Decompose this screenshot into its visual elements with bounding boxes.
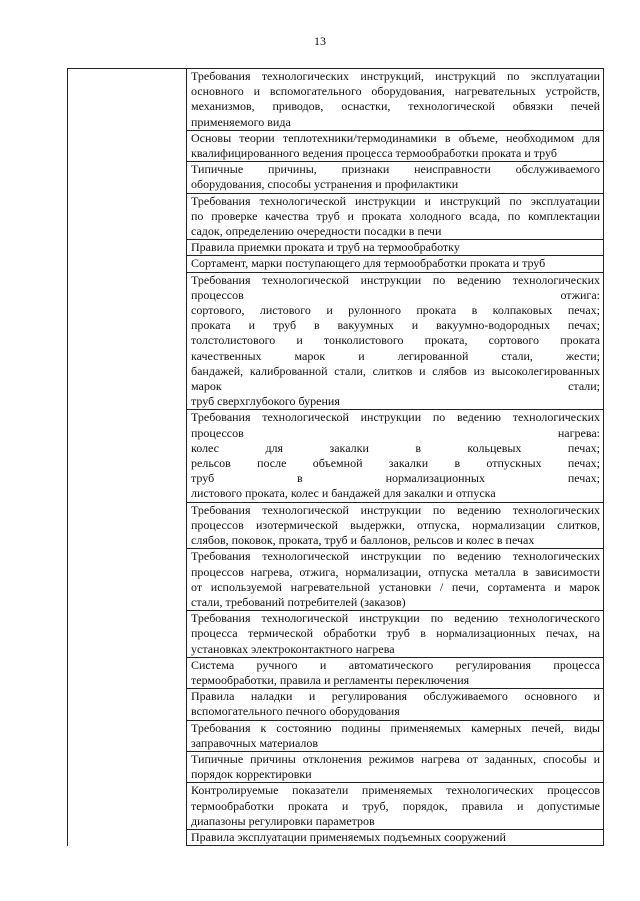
requirement-line: труб сверхглубокого бурения <box>191 394 340 409</box>
requirements-table-body <box>68 69 604 846</box>
requirement-line: садок, определению очередности посадки в печи <box>191 224 442 239</box>
requirement-line: бандажей, калиброванной стали, слитков и слябов из высоколегированных <box>191 363 600 378</box>
requirement-cell <box>187 751 604 782</box>
requirement-line: Типичные причины, признаки неисправности обслуживаемого <box>191 162 600 177</box>
requirement-line: диапазоны регулировки параметров <box>191 813 375 828</box>
requirements-table <box>67 68 604 846</box>
requirement-line: оборудования, способы устранения и профилактики <box>191 177 459 192</box>
requirement-line: термообработки проката и труб, порядок, правила и допустимые <box>191 798 600 813</box>
requirement-cell <box>187 829 604 845</box>
requirement-cell <box>187 69 604 131</box>
requirement-line: заправочных материалов <box>191 735 319 750</box>
requirement-cell <box>187 410 604 502</box>
requirement-line: термообработки, правила и регламенты переключения <box>191 672 470 687</box>
requirement-cell <box>187 689 604 720</box>
requirement-line: вспомогательного печного оборудования <box>191 704 400 719</box>
requirement-line: толстолистового и тонколистового проката, сортового проката <box>191 333 600 348</box>
requirement-line: рельсов после объемной закалки в отпускных печах; <box>191 456 600 471</box>
requirement-line: колес для закалки в кольцевых печах; <box>191 440 600 455</box>
requirement-line: процесса термической обработки труб в нормализационных печах, на <box>191 626 600 641</box>
requirement-line: листового проката, колес и бандажей для закалки и отпуска <box>191 486 496 501</box>
requirement-line: Требования технологической инструкции по ведению технологических <box>191 272 600 287</box>
requirement-cell <box>187 502 604 549</box>
requirement-line: Основы теории теплотехники/термодинамики в объеме, необходимом для <box>191 130 600 145</box>
requirement-line: марок стали; <box>191 379 600 394</box>
table-row <box>68 69 604 131</box>
requirement-line: Правила приемки проката и труб на термообработку <box>191 240 460 255</box>
requirement-line: Контролируемые показатели применяемых технологических процессов <box>191 783 600 798</box>
requirement-line: Требования технологической инструкции по ведению технологических <box>191 502 600 517</box>
requirement-line: установках электроконтактного нагрева <box>191 641 395 656</box>
requirement-line: Требования к состоянию подины применяемых камерных печей, виды <box>191 720 600 735</box>
requirement-line: основного и вспомогательного оборудования, нагревательных устройств, <box>191 84 600 99</box>
requirement-line: стали, требований потребителей (заказов) <box>191 594 406 609</box>
requirement-cell <box>187 549 604 611</box>
requirement-line: механизмов, приводов, оснастки, технологической обвязки печей <box>191 99 600 114</box>
requirement-line: порядок корректировки <box>191 767 312 782</box>
requirement-cell <box>187 193 604 240</box>
requirement-cell <box>187 130 604 161</box>
requirement-line: по проверке качества труб и проката холодного всада, по комплектации <box>191 208 600 223</box>
requirement-line: качественных марок и легированной стали, жести; <box>191 348 600 363</box>
requirement-line: от используемой нагревательной установки / печи, сортамента и марок <box>191 579 600 594</box>
requirement-line: слябов, поковок, проката, труб и баллонов, рельсов и колес в печах <box>191 533 535 548</box>
requirement-line: Правила наладки и регулирования обслуживаемого основного и <box>191 689 600 704</box>
requirement-line: труб в нормализационных печах; <box>191 471 600 486</box>
requirement-line: Требования технологической инструкции по ведению технологического <box>191 611 600 626</box>
requirement-cell <box>187 720 604 751</box>
requirement-cell <box>187 256 604 272</box>
requirement-cell <box>187 783 604 830</box>
requirement-line: процессов нагрева: <box>191 425 600 440</box>
requirement-line: применяемого вида <box>191 114 291 129</box>
requirement-line: Требования технологических инструкций, инструкций по эксплуатации <box>191 69 600 83</box>
requirement-line: Система ручного и автоматического регулирования процесса <box>191 657 600 672</box>
empty-left-column-cell <box>68 69 187 846</box>
requirement-cell <box>187 162 604 193</box>
page-number: 13 <box>314 34 326 48</box>
requirement-line: процессов изотермической выдержки, отпуска, нормализации слитков, <box>191 517 600 532</box>
requirement-line: квалифицированного ведения процесса термообработки проката и труб <box>191 146 557 161</box>
requirement-line: процессов отжига: <box>191 287 600 302</box>
requirement-line: Типичные причины отклонения режимов нагрева от заданных, способы и <box>191 751 600 766</box>
requirement-line: Правила эксплуатации применяемых подъемных сооружений <box>191 829 506 844</box>
requirement-cell <box>187 657 604 688</box>
requirement-line: Требования технологической инструкции по ведению технологических <box>191 410 600 425</box>
requirement-cell <box>187 272 604 410</box>
requirement-line: проката и труб в вакуумных и вакуумно-водородных печах; <box>191 318 600 333</box>
requirement-cell <box>187 240 604 256</box>
requirement-cell <box>187 611 604 658</box>
requirement-line: Требования технологической инструкции по ведению технологических <box>191 549 600 564</box>
requirement-line: сортового, листового и рулонного проката в колпаковых печах; <box>191 303 600 318</box>
requirement-line: процессов нагрева, отжига, нормализации, отпуска металла в зависимости <box>191 564 600 579</box>
requirement-line: Сортамент, марки поступающего для термообработки проката и труб <box>191 256 546 271</box>
requirement-line: Требования технологической инструкции и инструкций по эксплуатации <box>191 193 600 208</box>
